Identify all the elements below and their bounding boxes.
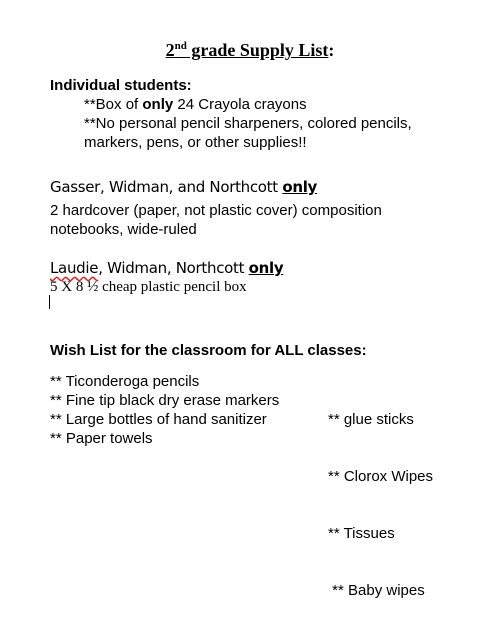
wishlist-right-column	[328, 372, 433, 619]
list-item: ** Large bottles of hand sanitizer	[50, 411, 267, 428]
wishlist-heading: Wish List for the classroom for ALL classes:	[50, 342, 367, 359]
individual-line-1-pre: **Box of	[84, 96, 143, 113]
list-item: ** glue sticks	[328, 411, 414, 428]
list-item: ** Paper towels	[50, 430, 153, 447]
section2-heading-text: Gasser, Widman, and Northcott	[50, 178, 283, 196]
section3-line-1: 5 X 8 ½ cheap plastic pencil box	[50, 279, 247, 295]
section2-heading-only: only	[282, 178, 318, 196]
list-item: ** Baby wipes	[328, 582, 425, 599]
title-colon: :	[328, 40, 335, 60]
section3-heading-only: only	[248, 259, 284, 277]
individual-heading: Individual students:	[50, 77, 192, 94]
page-title	[0, 40, 500, 61]
wishlist-left-column	[50, 372, 279, 448]
title-ordinal: 2	[165, 40, 175, 60]
text-cursor	[49, 295, 50, 309]
individual-line-3: markers, pens, or other supplies!!	[84, 134, 307, 151]
individual-line-1-bold: only	[142, 96, 174, 113]
section3-heading-text: , Widman, Northcott	[98, 259, 249, 277]
section2-line-2: notebooks, wide-ruled	[50, 221, 197, 238]
section2-line-1: 2 hardcover (paper, not plastic cover) composition	[50, 202, 382, 219]
list-item: ** Clorox Wipes	[328, 468, 434, 485]
title-text: grade Supply List	[186, 40, 329, 60]
individual-line-1-post: 24 Crayola crayons	[173, 96, 307, 113]
list-item: ** Fine tip black dry erase markers	[50, 392, 280, 409]
title-suffix: nd	[174, 40, 187, 52]
individual-line-2: **No personal pencil sharpeners, colored pencils,	[84, 115, 412, 132]
list-item: ** Tissues	[328, 525, 395, 542]
section3-heading	[50, 259, 283, 278]
list-item: ** Ticonderoga pencils	[50, 373, 200, 390]
section3-heading-name: Laudie	[50, 259, 99, 277]
individual-line-1	[84, 95, 307, 114]
section2-heading	[50, 178, 317, 197]
